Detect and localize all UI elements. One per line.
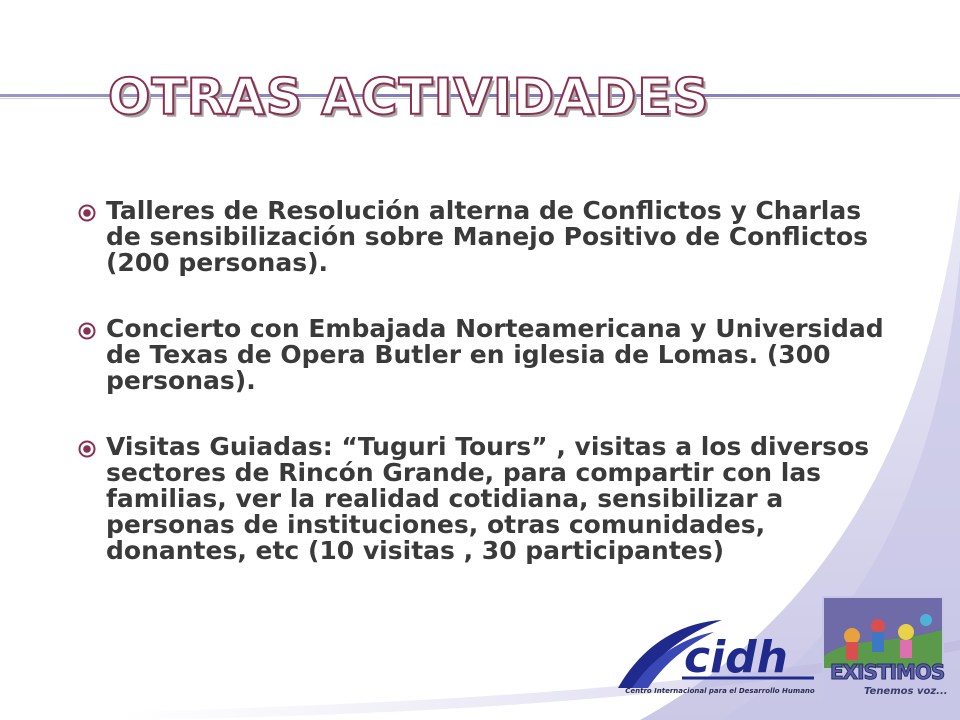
bullet-text: Visitas Guiadas: “Tuguri Tours” , visitas a los diversos sectores de Rincón Grande, para compartir con las familias, ver la realidad cotidiana, sensibilizar a personas de instituciones, otras comunidades, donantes, etc (10 visitas , 30 participantes)	[106, 432, 870, 565]
existimos-tagline: Tenemos voz...	[864, 686, 948, 697]
svg-text:cidh: cidh	[684, 632, 788, 683]
bullet-item	[70, 434, 900, 564]
circle-dot-bullet-icon	[78, 204, 96, 222]
bullet-text: Talleres de Resolución alterna de Conflictos y Charlas de sensibilización sobre Manejo Positivo de Conflictos (200 personas).	[106, 196, 869, 277]
circle-dot-bullet-icon	[78, 322, 96, 340]
existimos-logo-text: EXISTIMOS	[830, 660, 945, 684]
bullet-item	[70, 198, 900, 276]
bullet-list	[70, 198, 900, 604]
bullet-text: Concierto con Embajada Norteamericana y Universidad de Texas de Opera Butler en iglesia de Lomas. (300 personas).	[106, 314, 884, 395]
circle-dot-bullet-icon	[78, 440, 96, 458]
bullet-item	[70, 316, 900, 394]
slide-title: OTRAS ACTIVIDADES	[108, 68, 710, 126]
cidh-logo-caption: Centro Internacional para el Desarrollo Humano	[625, 687, 815, 695]
